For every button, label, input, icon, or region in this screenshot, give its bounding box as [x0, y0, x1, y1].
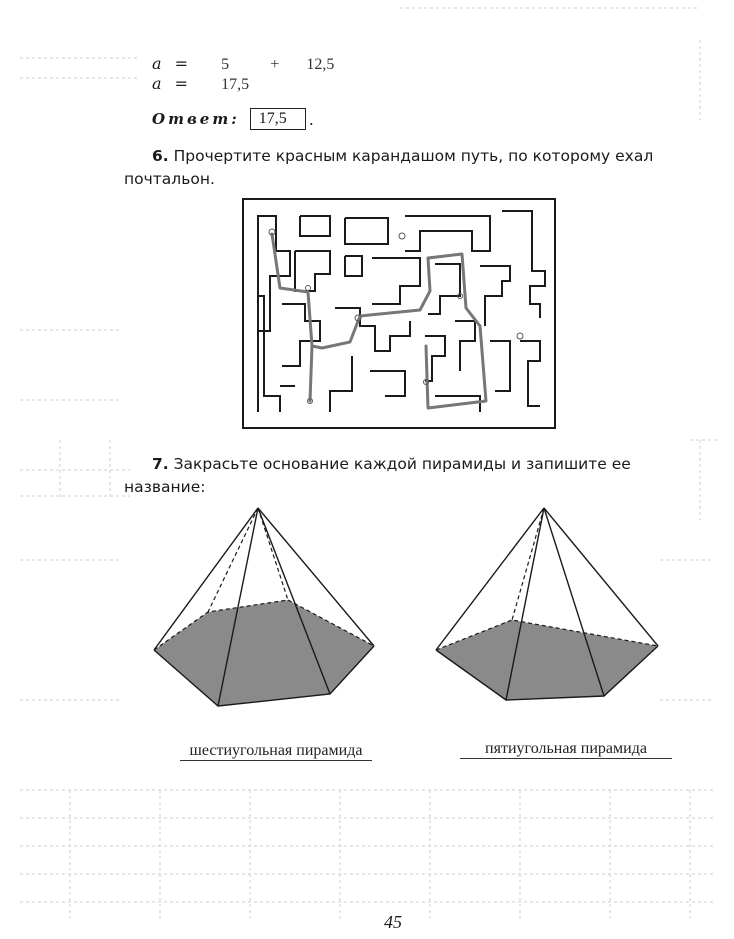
- hexagonal-pyramid: [140, 500, 390, 720]
- pentagonal-base-fill: [436, 620, 658, 700]
- answer-label: Ответ:: [152, 110, 240, 128]
- task-7-instruction: Закрасьте основание каждой пирамиды и запишите ее название:: [124, 455, 631, 496]
- equation-line-1: [152, 54, 334, 74]
- postman-maze: [240, 196, 558, 432]
- operand-2: 12,5: [306, 56, 335, 73]
- task-7-number: 7.: [152, 455, 169, 473]
- equation-line-2: [152, 74, 249, 94]
- task-6-number: 6.: [152, 147, 169, 165]
- operand-1: 5: [221, 56, 230, 73]
- equals-sign: =: [174, 74, 189, 93]
- equals-sign: =: [174, 54, 189, 73]
- pentagonal-pyramid-caption: пятиугольная пирамида: [460, 740, 672, 759]
- task-6-text: [124, 145, 684, 191]
- plus-sign: +: [270, 56, 280, 73]
- hexagonal-pyramid-caption: шестиугольная пирамида: [180, 742, 372, 761]
- variable-a: a: [152, 54, 162, 73]
- answer-period: .: [308, 109, 314, 129]
- result-value: 17,5: [221, 76, 250, 93]
- task-7-text: [124, 453, 684, 499]
- answer-box: 17,5: [250, 108, 306, 130]
- page-number: 45: [384, 912, 402, 932]
- answer-row: [152, 108, 314, 130]
- hexagonal-base-fill: [154, 600, 374, 706]
- variable-a: a: [152, 74, 162, 93]
- pentagonal-pyramid: [426, 500, 676, 710]
- task-6-instruction: Прочертите красным карандашом путь, по которому ехал почтальон.: [124, 147, 654, 188]
